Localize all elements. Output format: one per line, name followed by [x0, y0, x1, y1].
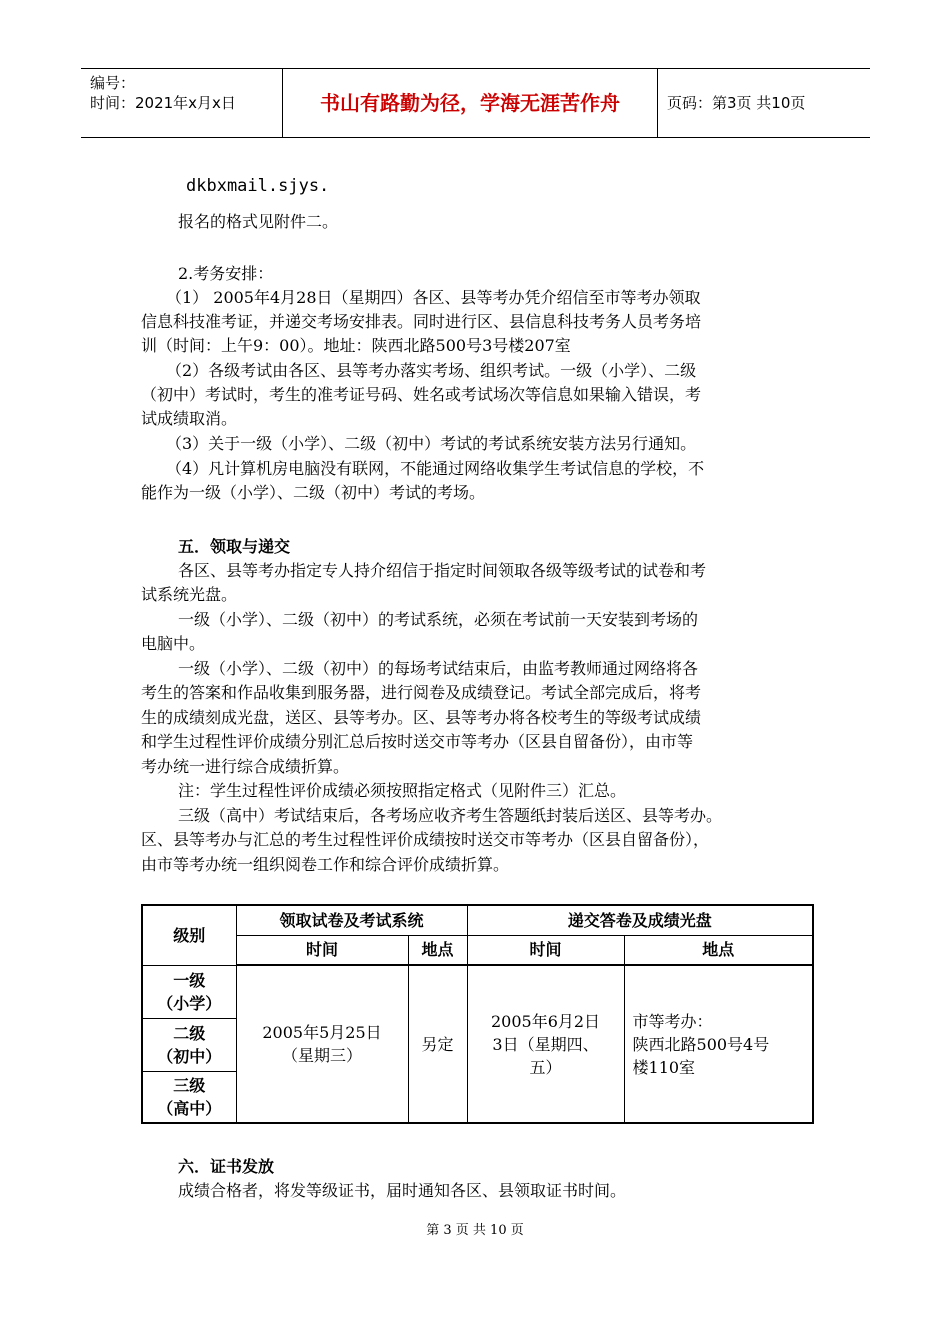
paragraph: 训（时间：上午9：00）。地址：陕西北路500号3号楼207室 — [141, 336, 571, 355]
section-heading: 五．领取与递交 — [178, 537, 291, 556]
paragraph: 成绩合格者，将发等级证书，届时通知各区、县领取证书时间。 — [178, 1181, 627, 1200]
paragraph: 生的成绩刻成光盘，送区、县等考办。区、县等考办将各校考生的等级考试成绩 — [141, 708, 702, 727]
submit-date-line: 五） — [529, 1057, 562, 1077]
paragraph: 电脑中。 — [141, 634, 206, 653]
page-header — [81, 68, 870, 138]
submit-place-cell — [624, 965, 813, 1123]
receive-time-cell — [236, 965, 408, 1123]
paragraph: （3）关于一级（小学）、二级（初中）考试的考试系统安装方法另行通知。 — [166, 434, 697, 453]
paragraph: （初中）考试时，考生的准考证号码、姓名或考试场次等信息如果输入错误，考 — [141, 385, 702, 404]
header-receive-group: 领取试卷及考试系统 — [236, 905, 467, 935]
header-number-label: 编号： — [90, 74, 136, 92]
header-level: 级别 — [142, 905, 236, 965]
header-motto: 书山有路勤为径，学海无涯苦作舟 — [320, 91, 620, 115]
header-receive-time: 时间 — [236, 935, 408, 965]
submit-place-line: 陕西北路500号4号 — [632, 1034, 770, 1054]
receive-place-cell: 另定 — [408, 965, 467, 1123]
paragraph: 能作为一级（小学）、二级（初中）考试的考场。 — [141, 483, 486, 502]
paragraph: 各区、县等考办指定专人持介绍信于指定时间领取各级等级考试的试卷和考 — [178, 561, 707, 580]
submit-place-line: 楼110室 — [632, 1057, 696, 1077]
paragraph: 考办统一进行综合成绩折算。 — [141, 757, 350, 776]
header-divider — [657, 69, 658, 137]
paragraph: 一级（小学）、二级（初中）的每场考试结束后，由监考教师通过网络将各 — [178, 659, 699, 678]
paragraph: （4）凡计算机房电脑没有联网，不能通过网络收集学生考试信息的学校，不 — [166, 459, 705, 478]
paragraph: 报名的格式见附件二。 — [178, 212, 339, 231]
receive-date: 2005年5月25日 — [262, 1023, 382, 1042]
submit-date-line: 3日（星期四、 — [492, 1034, 599, 1054]
paragraph: （2）各级考试由各区、县等考办落实考场、组织考试。一级（小学）、二级 — [166, 361, 697, 380]
paragraph: 信息科技准考证，并递交考场安排表。同时进行区、县信息科技考务人员考务培 — [141, 312, 702, 331]
section-subtitle: 2.考务安排： — [178, 264, 274, 283]
note-paragraph: 注：学生过程性评价成绩必须按照指定格式（见附件三）汇总。 — [178, 781, 627, 800]
section-heading: 六．证书发放 — [178, 1157, 275, 1176]
schedule-table — [141, 904, 814, 1124]
header-submit-group: 递交答卷及成绩光盘 — [467, 905, 813, 935]
level-cell — [142, 1071, 236, 1123]
paragraph: （1） 2005年4月28日（星期四）各区、县等考办凭介绍信至市等考办领取 — [166, 288, 701, 307]
page-footer: 第 3 页 共 10 页 — [426, 1223, 524, 1238]
level-sub: （初中） — [157, 1046, 222, 1066]
level-cell — [142, 1018, 236, 1071]
submit-place-line: 市等考办： — [632, 1011, 713, 1031]
header-time-label: 时间：2021年x月x日 — [90, 94, 236, 112]
level-name: 一级 — [173, 970, 206, 990]
header-receive-place: 地点 — [408, 935, 467, 965]
paragraph: 考生的答案和作品收集到服务器，进行阅卷及成绩登记。考试全部完成后，将考 — [141, 683, 702, 702]
paragraph: 三级（高中）考试结束后，各考场应收齐考生答题纸封装后送区、县等考办。 — [178, 806, 723, 825]
submit-time-cell — [467, 965, 624, 1123]
level-cell — [142, 965, 236, 1018]
receive-weekday: （星期三） — [281, 1046, 362, 1065]
paragraph: 和学生过程性评价成绩分别汇总后按时送交市等考办（区县自留备份），由市等 — [141, 732, 694, 751]
header-meta — [90, 73, 236, 113]
paragraph: 由市等考办统一组织阅卷工作和综合评价成绩折算。 — [141, 855, 510, 874]
paragraph: 试成绩取消。 — [141, 409, 238, 428]
submit-date-line: 2005年6月2日 — [490, 1011, 601, 1031]
level-name: 三级 — [173, 1075, 206, 1095]
level-name: 二级 — [173, 1023, 206, 1043]
level-sub: （高中） — [157, 1098, 222, 1118]
level-sub: （小学） — [157, 993, 222, 1013]
paragraph: 一级（小学）、二级（初中）的考试系统，必须在考试前一天安装到考场的 — [178, 610, 699, 629]
header-submit-time: 时间 — [467, 935, 624, 965]
email-fragment: dkbxmail.sjys. — [186, 176, 330, 196]
header-submit-place: 地点 — [624, 935, 813, 965]
paragraph: 试系统光盘。 — [141, 585, 238, 604]
paragraph: 区、县等考办与汇总的考生过程性评价成绩按时送交市等考办（区县自留备份）， — [141, 830, 710, 849]
header-page-label: 页码：第3页 共10页 — [667, 94, 806, 112]
